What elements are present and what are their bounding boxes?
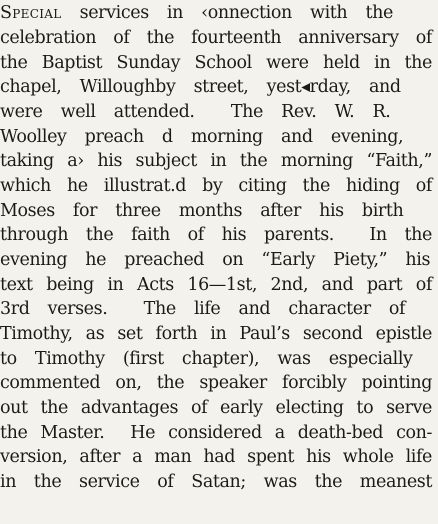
article-line-4: chapel, Willoughby street, yest◂rday, and — [0, 77, 401, 97]
article-line-15: to Timothy (first chapter), was especially — [0, 349, 413, 369]
article-line-17: out the advantages of early electing to serve — [0, 398, 433, 418]
article-line-5: were well attended. The Rev. W. R. — [0, 102, 391, 122]
article-line-1 — [0, 0, 438, 26]
article-lead-in: Special — [0, 3, 62, 23]
article-line-8: which he illustrat.d by citing the hiding of — [0, 176, 432, 196]
article-line-10: through the faith of his parents. In the — [0, 225, 432, 245]
article-line-13: 3rd verses. The life and character of — [0, 299, 406, 319]
article-line-20: in the service of Satan; was the meanest — [0, 472, 433, 492]
article-line-6: Woolley preach d morning and evening, — [0, 127, 404, 147]
article-line-7: taking a› his subject in the morning “Faith,” — [0, 151, 432, 171]
article-line-3: the Baptist Sunday School were held in the — [0, 53, 432, 73]
article-line-1-text: services in ‹onnection with the — [61, 3, 393, 23]
article-line-12: text being in Acts 16—1st, 2nd, and part of — [0, 275, 433, 295]
article-line-14: Timothy, as set forth in Paul’s second epistle — [0, 324, 432, 344]
article-line-18: the Master. He considered a death-bed con- — [0, 423, 433, 443]
article-line-19: version, after a man had spent his whole life — [0, 447, 433, 467]
article-line-2: celebration of the fourteenth anniversary of — [0, 28, 433, 48]
article-line-16: commented on, the speaker forcibly pointing — [0, 373, 433, 393]
article-line-11: evening he preached on “Early Piety,” his — [0, 250, 431, 270]
article-line-9: Moses for three months after his birth — [0, 201, 404, 221]
